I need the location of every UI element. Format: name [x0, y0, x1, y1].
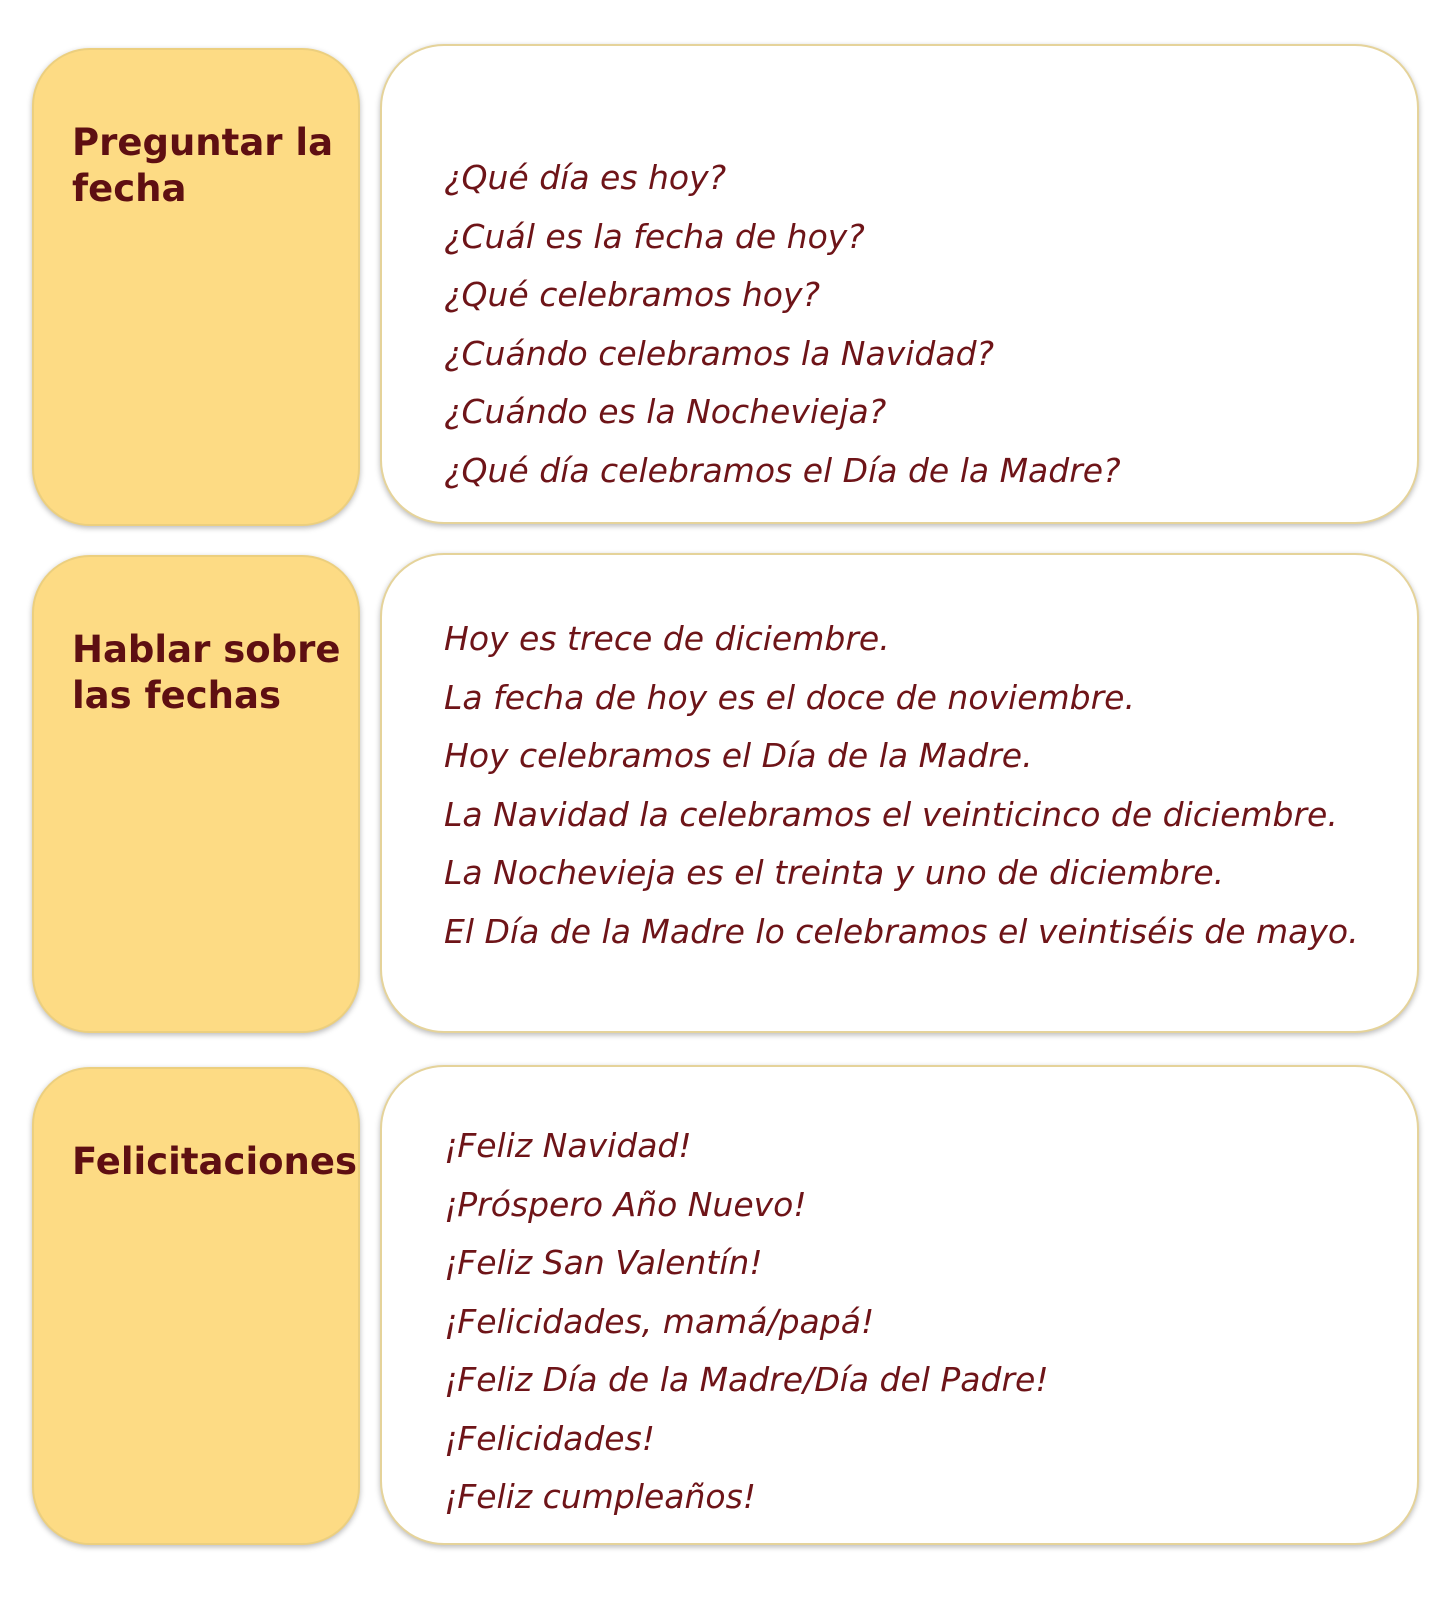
phrase-item: ¡Feliz Navidad! — [444, 1126, 692, 1165]
phrase-list — [444, 149, 1417, 500]
phrases-card — [380, 1065, 1419, 1545]
phrase-item: ¡Felicidades, mamá/papá! — [444, 1301, 875, 1341]
section-label: Felicitaciones — [72, 1140, 357, 1183]
phrases-card — [380, 553, 1419, 1033]
phrase-item: ¿Qué celebramos hoy? — [444, 275, 821, 314]
phrase-item: ¡Próspero Año Nuevo! — [444, 1184, 807, 1224]
phrase-item: Hoy es trece de diciembre. — [444, 619, 890, 658]
phrase-list — [444, 1117, 1417, 1527]
phrases-card — [380, 44, 1419, 524]
phrase-item: ¡Feliz Día de la Madre/Día del Padre! — [444, 1360, 1049, 1399]
phrase-item: ¿Qué día es hoy? — [444, 158, 727, 197]
phrase-list — [444, 610, 1417, 961]
phrase-item: La fecha de hoy es el doce de noviembre. — [444, 677, 1135, 717]
phrase-item: ¿Qué día celebramos el Día de la Madre? — [444, 450, 1121, 490]
phrase-item: El Día de la Madre lo celebramos el veintiséis de mayo. — [444, 911, 1359, 951]
section-label-box — [32, 48, 360, 526]
phrase-item: La Nochevieja es el treinta y uno de diciembre. — [444, 853, 1225, 892]
phrase-item: ¿Cuál es la fecha de hoy? — [444, 216, 865, 256]
section-label: Preguntar la fecha — [72, 121, 334, 210]
phrase-item: ¡Felicidades! — [444, 1418, 656, 1458]
phrase-item: ¿Cuándo celebramos la Navidad? — [444, 333, 995, 373]
phrase-item: ¡Feliz cumpleaños! — [444, 1477, 757, 1516]
phrase-item: La Navidad la celebramos el veinticinco de diciembre. — [444, 794, 1338, 834]
phrase-item: ¡Feliz San Valentín! — [444, 1243, 763, 1282]
phrase-item: ¿Cuándo es la Nochevieja? — [444, 392, 887, 431]
section-label-box — [32, 1067, 360, 1545]
phrase-item: Hoy celebramos el Día de la Madre. — [444, 736, 1033, 775]
section-label: Hablar sobre las fechas — [72, 628, 341, 717]
section-label-box — [32, 555, 360, 1033]
